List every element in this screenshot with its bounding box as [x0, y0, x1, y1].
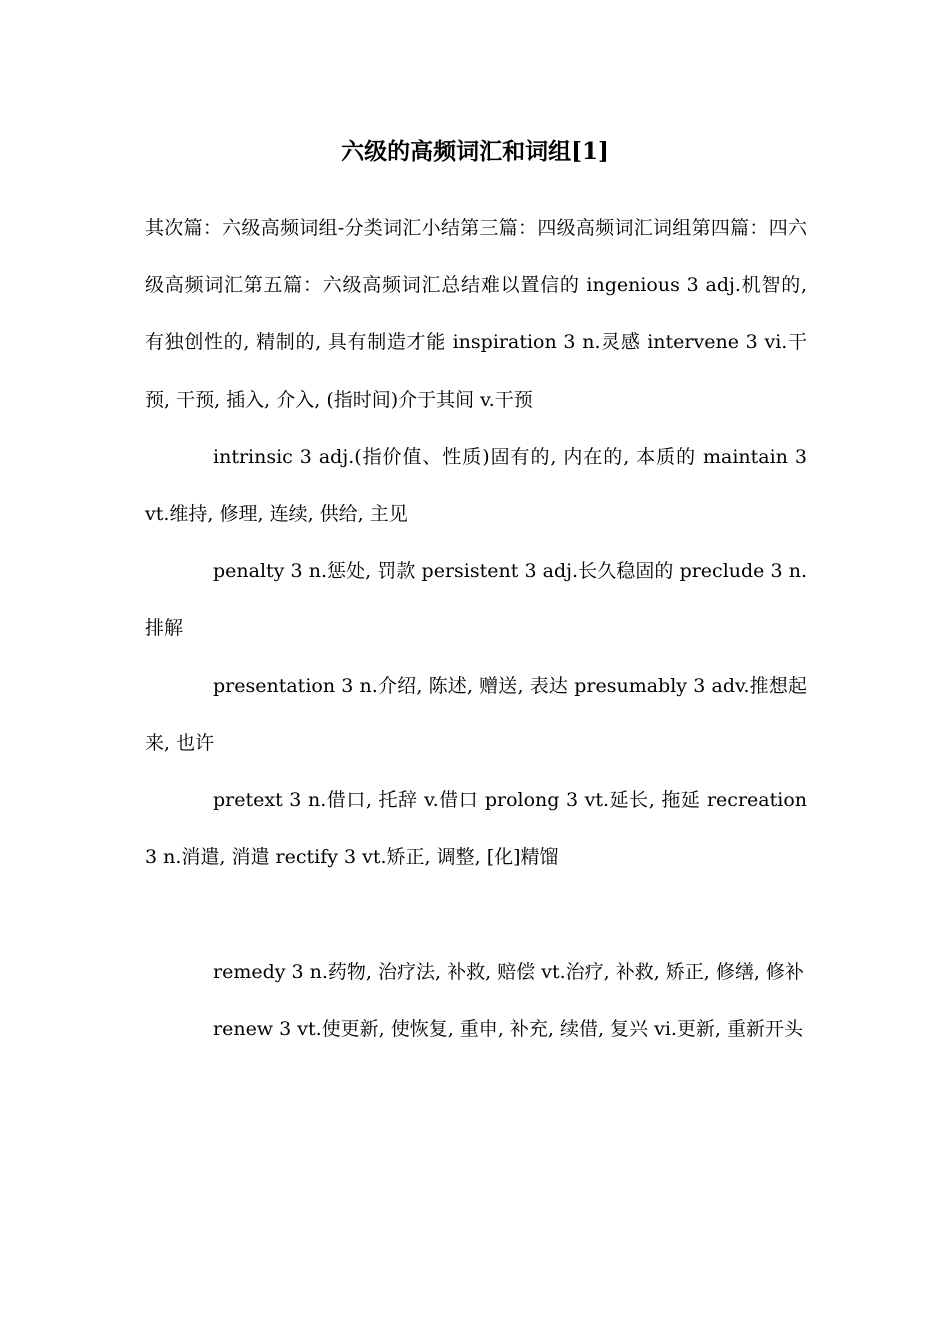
page-title: 六级的高频词汇和词组[1]: [341, 138, 609, 165]
paragraph-2: intrinsic 3 adj.(指价值、性质)固有的, 内在的, 本质的 maintain 3 vt.维持, 修理, 连续, 供给, 主见: [145, 445, 807, 526]
paragraph-3: penalty 3 n.惩处, 罚款 persistent 3 adj.长久稳固的 preclude 3 n.排解: [145, 560, 807, 640]
blank-line: [145, 886, 807, 943]
paragraph-4: presentation 3 n.介绍, 陈述, 赠送, 表达 presumably 3 adv.推想起来, 也许: [145, 674, 807, 754]
document-body: [145, 200, 807, 1058]
paragraph-1: 其次篇：六级高频词组-分类词汇小结第三篇：四级高频词汇词组第四篇：四六级高频词汇第五篇：六级高频词汇总结难以置信的 ingenious 3 adj.机智的, 有独创性的, 精制的, 具有制造才能 inspiration 3 n.灵感 intervene 3 vi.干预, 干预, 插入, 介入, (指时间)介于其间 v.干预: [145, 217, 807, 411]
paragraph-5: pretext 3 n.借口, 托辞 v.借口 prolong 3 vt.延长, 拖延 recreation 3 n.消遣, 消遣 rectify 3 vt.矫正, 调整, [化]精馏: [145, 789, 807, 869]
paragraph-6: remedy 3 n.药物, 治疗法, 补救, 赔偿 vt.治疗, 补救, 矫正, 修缮, 修补: [213, 960, 804, 983]
paragraph-7: renew 3 vt.使更新, 使恢复, 重申, 补充, 续借, 复兴 vi.更新, 重新开头: [213, 1017, 804, 1040]
